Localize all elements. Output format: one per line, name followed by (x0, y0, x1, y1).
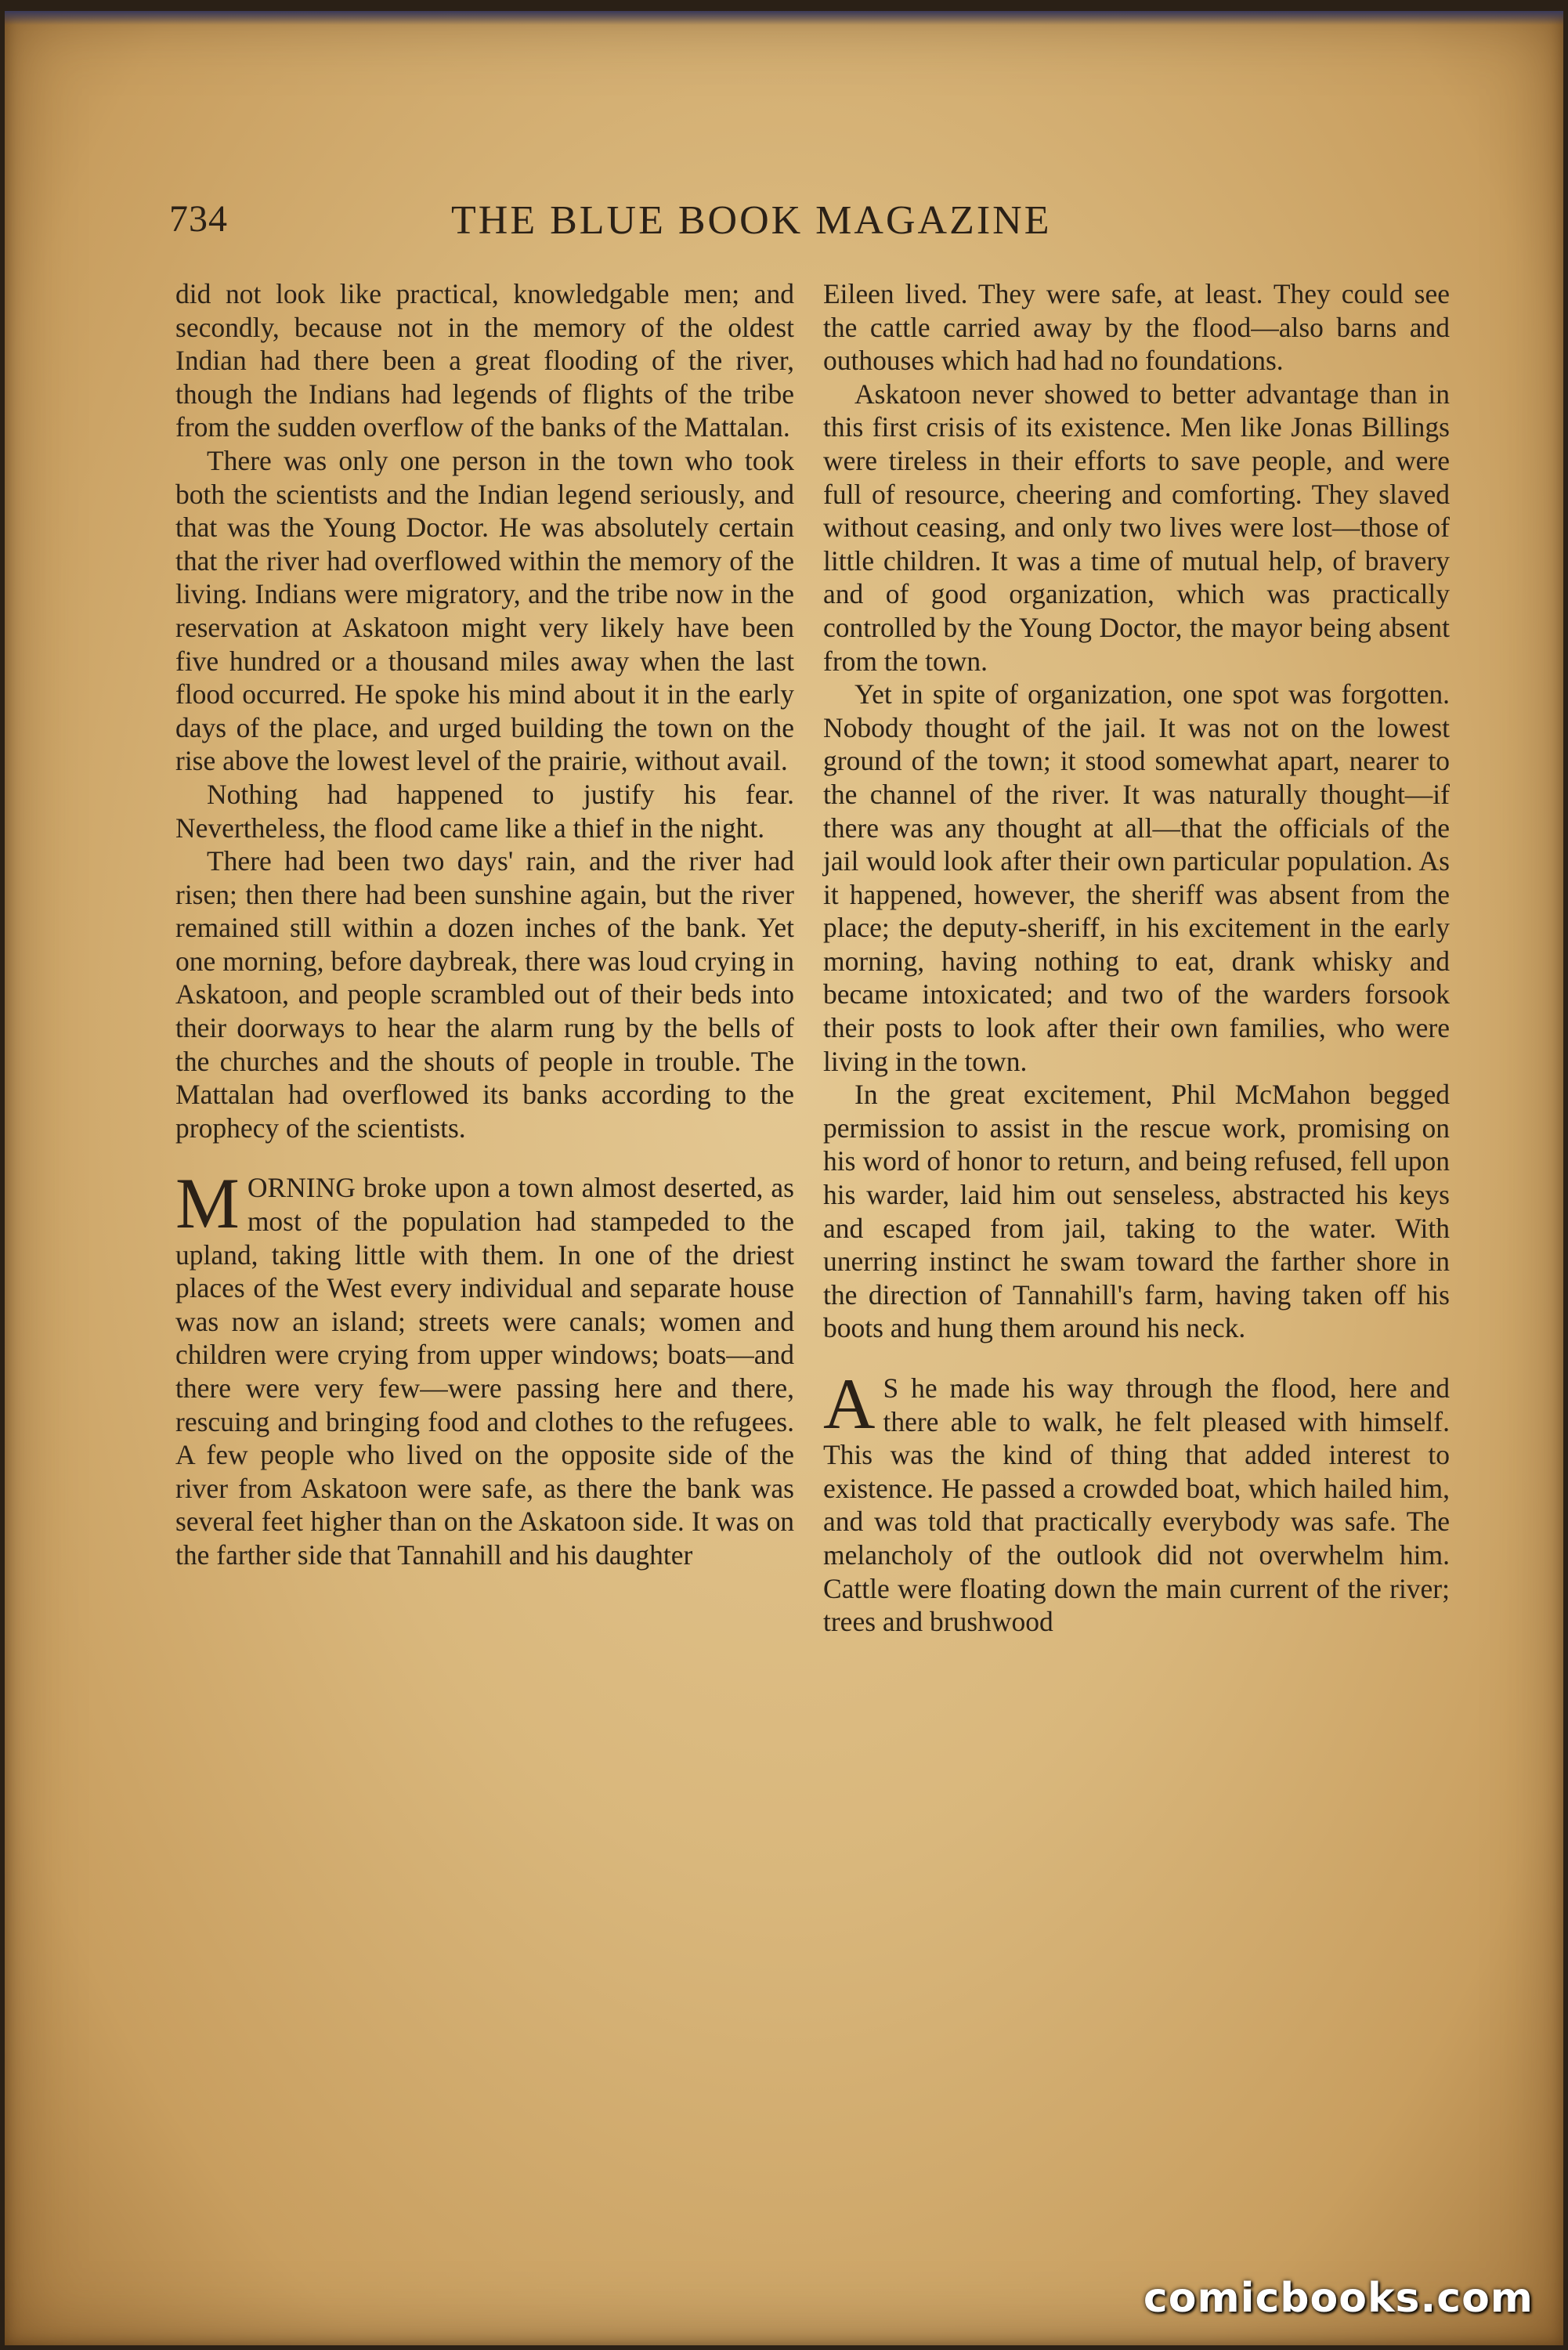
watermark: comicbooks.com (1143, 2275, 1534, 2322)
paragraph: There was only one person in the town who took both the scientists and the Indian legend seriously, and that was the Young Doctor. He was absolutely certain that the river had overflowed within the memory of the living. Indians were migratory, and the tribe now in the reservation at Askatoon might very likely have been five hundred or a thousand miles away when the last flood occurred. He spoke his mind about it in the early days of the place, and urged building the town on the rise above the lowest level of the prairie, without avail. (175, 444, 794, 777)
drop-cap: M (175, 1163, 240, 1244)
section-paragraph (823, 1364, 1450, 1639)
paragraph: There had been two days' rain, and the river had risen; then there had been sunshine again, but the river remained still within a dozen inches of the bank. Yet one morning, before daybreak, there was loud crying in Askatoon, and people scrambled out of their beds into their doorways to hear the alarm rung by the bells of the churches and the shouts of people in trouble. The Mattalan had overflowed its banks according to the prophecy of the scientists. (175, 845, 794, 1144)
paragraph: Eileen lived. They were safe, at least. They could see the cattle carried away by the flood—also barns and outhouses which had had no foundations. (823, 278, 1450, 377)
right-column (823, 277, 1450, 1639)
page-number: 734 (169, 198, 228, 240)
running-header (169, 197, 1461, 252)
section-text: ORNING broke upon a town almost deserted, as most of the population had stampeded to the upland, taking little with them. In one of the driest places of the West every individual and separate house was now an island; streets were canals; women and children were crying from upper windows; boats—and there were very few—were passing here and there, rescuing and bringing food and clothes to the refugees. A few people who lived on the opposite side of the river from Askatoon were safe, as there the bank was several feet higher than on the Askatoon side. It was on the farther side that Tannahill and his daughter (175, 1172, 794, 1571)
paragraph: did not look like practical, knowledgable men; and secondly, because not in the memory of the oldest Indian had there been a great flooding of the river, though the Indians had legends of flights of the tribe from the sudden overflow of the banks of the Mattalan. (175, 278, 794, 443)
paragraph: Yet in spite of organization, one spot was forgotten. Nobody thought of the jail. It was not on the lowest ground of the town; it stood somewhat apart, nearer to the channel of the river. It was naturally thought—if there was any thought at all—that the officials of the jail would look after their own particular population. As it happened, however, the sheriff was absent from the place; the deputy-sheriff, in his excitement in the early morning, having nothing to eat, drank whisky and became intoxicated; and two of the warders forsook their posts to look after their own families, who were living in the town. (823, 678, 1450, 1077)
paragraph: Askatoon never showed to better advantage than in this first crisis of its existence. Men like Jonas Billings were tireless in their efforts to save people, and were full of resource, cheering and comforting. They slaved without ceasing, and only two lives were lost—those of little children. It was a time of mutual help, of bravery and of good organization, which was practically controlled by the Young Doctor, the mayor being absent from the town. (823, 378, 1450, 677)
paragraph: Nothing had happened to justify his fear. Nevertheless, the flood came like a thief in the night. (175, 778, 794, 844)
left-column (175, 277, 794, 1572)
paragraph: In the great excitement, Phil McMahon begged permission to assist in the rescue work, promising on his word of honor to return, and being refused, fell upon his warder, laid him out senseless, abstracted his keys and escaped from jail, taking to the water. With unerring instinct he swam toward the farther shore in the direction of Tannahill's farm, having taken off his boots and hung them around his neck. (823, 1079, 1450, 1344)
drop-cap: A (823, 1364, 876, 1444)
magazine-title: THE BLUE BOOK MAGAZINE (451, 198, 1052, 243)
magazine-page (5, 11, 1563, 2345)
section-paragraph (175, 1163, 794, 1571)
section-text: S he made his way through the flood, here and there able to walk, he felt pleased with himself. This was the kind of thing that added interest to existence. He passed a crowded boat, which hailed him, and was told that practically everybody was safe. The melancholy of the outlook did not overwhelm him. Cattle were floating down the main current of the river; trees and brushwood (823, 1372, 1450, 1638)
